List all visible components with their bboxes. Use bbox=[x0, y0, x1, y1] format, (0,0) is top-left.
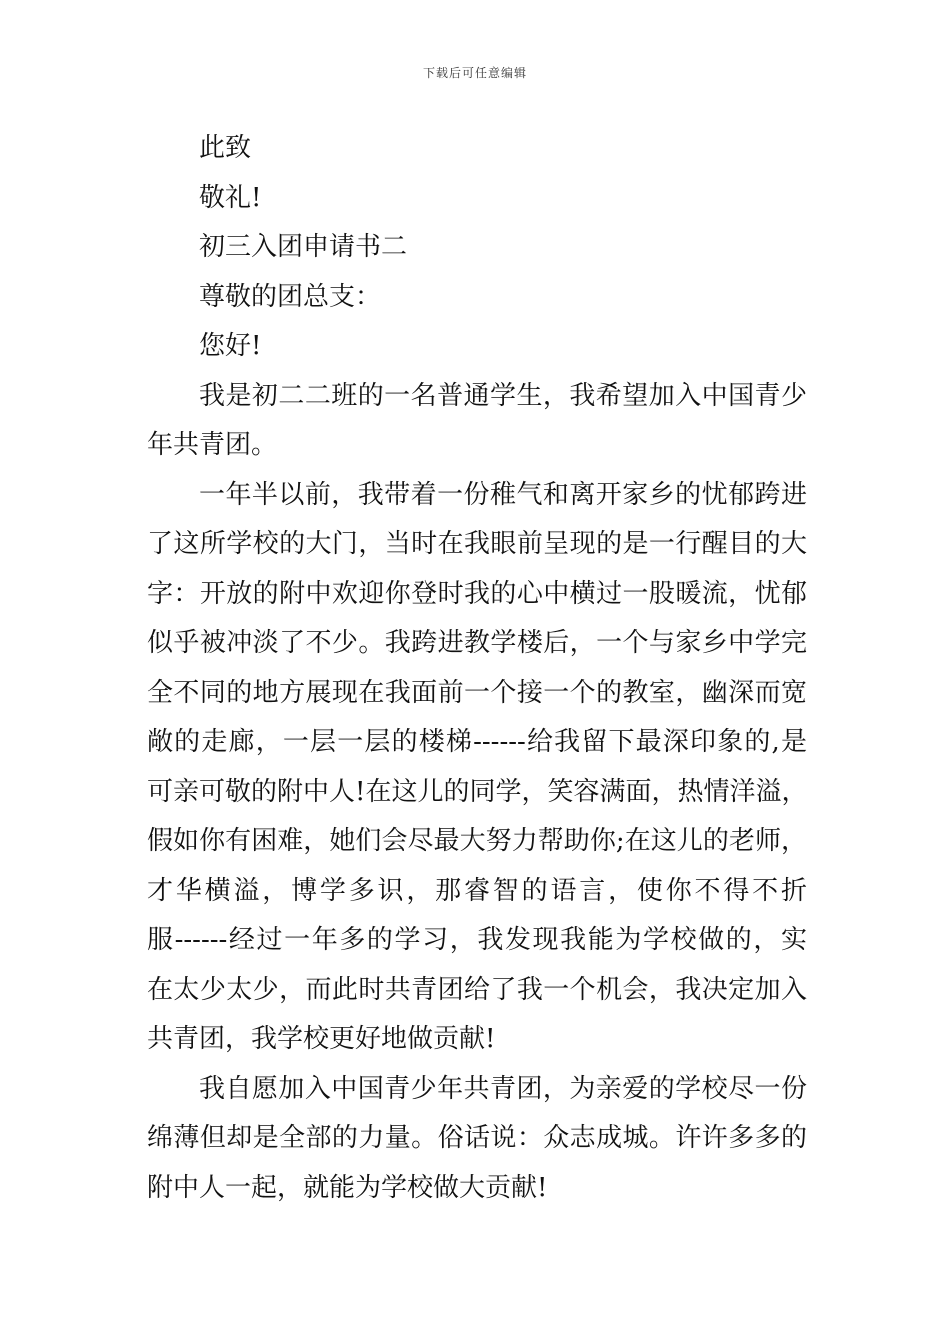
document-body bbox=[147, 124, 807, 1213]
paragraph-2-line-10: 服------经过一年多的学习，我发现我能为学校做的，实 bbox=[147, 925, 807, 955]
paragraph-3-line-2: 绵薄但却是全部的力量。俗话说：众志成城。许许多多的 bbox=[147, 1123, 807, 1153]
paragraph-2-line-7: 可亲可敬的附中人!在这儿的同学，笑容满面，热情洋溢， bbox=[147, 776, 807, 807]
document-title: 初三入团申请书二 bbox=[199, 232, 408, 262]
paragraph-1-line-2: 年共青团。 bbox=[147, 430, 278, 460]
paragraph-2-line-8: 假如你有困难，她们会尽最大努力帮助你;在这儿的老师， bbox=[147, 826, 807, 856]
paragraph-2-line-9: 才华横溢，博学多识，那睿智的语言，使你不得不折 bbox=[147, 875, 807, 906]
paragraph-2-line-1: 一年半以前，我带着一份稚气和离开家乡的忧郁跨进 bbox=[199, 479, 807, 510]
closing-line-2: 敬礼! bbox=[199, 182, 262, 213]
paragraph-1-line-1: 我是初二二班的一名普通学生，我希望加入中国青少 bbox=[199, 380, 807, 411]
paragraph-3-line-1: 我自愿加入中国青少年共青团，为亲爱的学校尽一份 bbox=[199, 1073, 807, 1104]
paragraph-2-line-4: 似乎被冲淡了不少。我跨进教学楼后，一个与家乡中学完 bbox=[147, 628, 807, 658]
paragraph-2-line-6: 敞的走廊，一层一层的楼梯------给我留下最深印象的,是 bbox=[147, 727, 807, 757]
paragraph-2-line-3: 字：开放的附中欢迎你登时我的心中横过一股暖流，忧郁 bbox=[147, 578, 807, 609]
page-header: 下载后可任意编辑 bbox=[422, 66, 527, 80]
salutation: 尊敬的团总支： bbox=[199, 281, 382, 312]
greeting: 您好! bbox=[199, 331, 262, 361]
paragraph-3-line-3: 附中人一起，就能为学校做大贡献! bbox=[147, 1172, 548, 1203]
paragraph-2-line-11: 在太少太少，而此时共青团给了我一个机会，我决定加入 bbox=[147, 974, 807, 1005]
paragraph-2-line-5: 全不同的地方展现在我面前一个接一个的教室，幽深而宽 bbox=[147, 677, 807, 708]
closing-line-1: 此致 bbox=[199, 133, 252, 163]
paragraph-2-line-12: 共青团，我学校更好地做贡献! bbox=[147, 1024, 496, 1054]
paragraph-2-line-2: 了这所学校的大门，当时在我眼前呈现的是一行醒目的大 bbox=[147, 529, 807, 559]
